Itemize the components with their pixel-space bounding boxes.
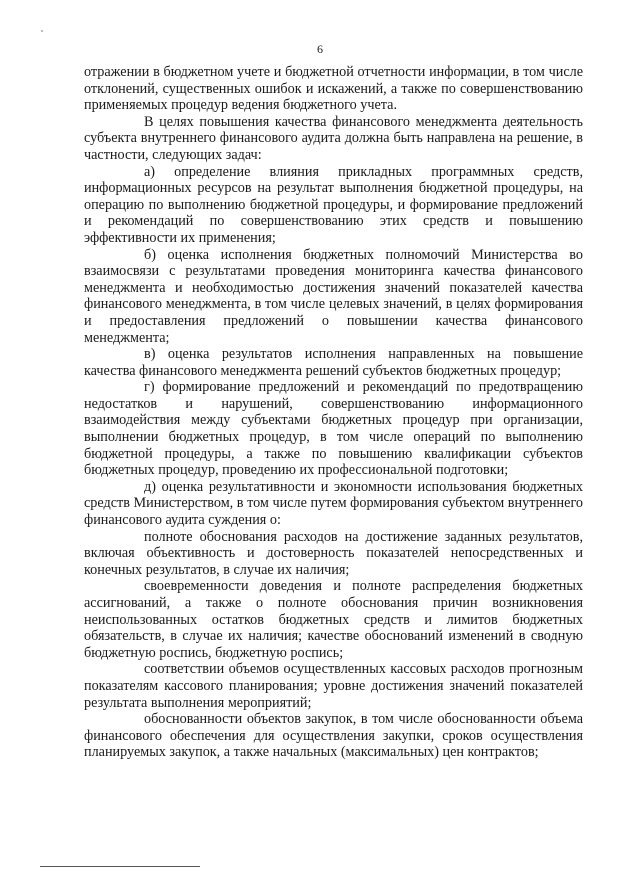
paragraph: а) определение влияния прикладных программных средств, информационных ресурсов на результат выполнения бюджетной процедуры, на операцию по выполнению бюджетной процедуры, и формирование предложений и рекомендаций по совершенствованию этих средств и повышению эффективности их применения; — [84, 163, 583, 246]
paragraph: В целях повышения качества финансового менеджмента деятельность субъекта внутреннего финансового аудита должна быть направлена на решение, в частности, следующих задач: — [84, 113, 583, 163]
paragraph: отражении в бюджетном учете и бюджетной отчетности информации, в том числе отклонений, существенных ошибок и искажений, а также по совершенствованию применяемых процедур ведения бюджетного учета. — [84, 64, 583, 114]
paragraph: б) оценка исполнения бюджетных полномочий Министерства во взаимосвязи с результатами проведения мониторинга качества финансового менеджмента и необходимостью достижения значений показателей качества финансового менеджмента, в том числе целевых значений, в целях формирования и предоставления предложений о повышении качества финансового менеджмента; — [84, 246, 583, 346]
paragraph: полноте обоснования расходов на достижение заданных результатов, включая объективность и достоверность показателей непосредственных и конечных результатов, в случае их наличия; — [84, 528, 583, 578]
paragraph: своевременности доведения и полноте распределения бюджетных ассигнований, а также о полноте обоснования причин возникновения неиспользованных остатков бюджетных средств и лимитов бюджетных обязательств, в случае их наличия; качестве обоснований изменений в сводную бюджетную роспись, бюджетную роспись; — [84, 578, 583, 661]
paragraph: г) формирование предложений и рекомендаций по предотвращению недостатков и нарушений, совершенствованию информационного взаимодействия между субъектами бюджетных процедур при организации, выполнении бюджетных процедур, в том числе операций по выполнению бюджетной процедуры, а также по повышению квалификации субъектов бюджетных процедур, проведению их профессиональной подготовки; — [84, 379, 583, 479]
paragraph: соответствии объемов осуществленных кассовых расходов прогнозным показателям кассового планирования; уровне достижения значений показателей результата выполнения мероприятий; — [84, 661, 583, 711]
scan-mark — [41, 30, 43, 32]
page-number: 6 — [317, 42, 323, 56]
paragraph: обоснованности объектов закупок, в том числе обоснованности объема финансового обеспечения для осуществления закупки, сроков осуществления планируемых закупок, а также начальных (максимальных) цен контрактов; — [84, 711, 583, 761]
paragraph: в) оценка результатов исполнения направленных на повышение качества финансового менеджмента решений субъектов бюджетных процедур; — [84, 346, 583, 379]
paragraph: д) оценка результативности и экономности использования бюджетных средств Министерством, в том числе путем формирования субъектом внутреннего финансового аудита суждения о: — [84, 478, 583, 529]
document-body — [84, 64, 583, 761]
footnote-separator — [40, 866, 200, 867]
